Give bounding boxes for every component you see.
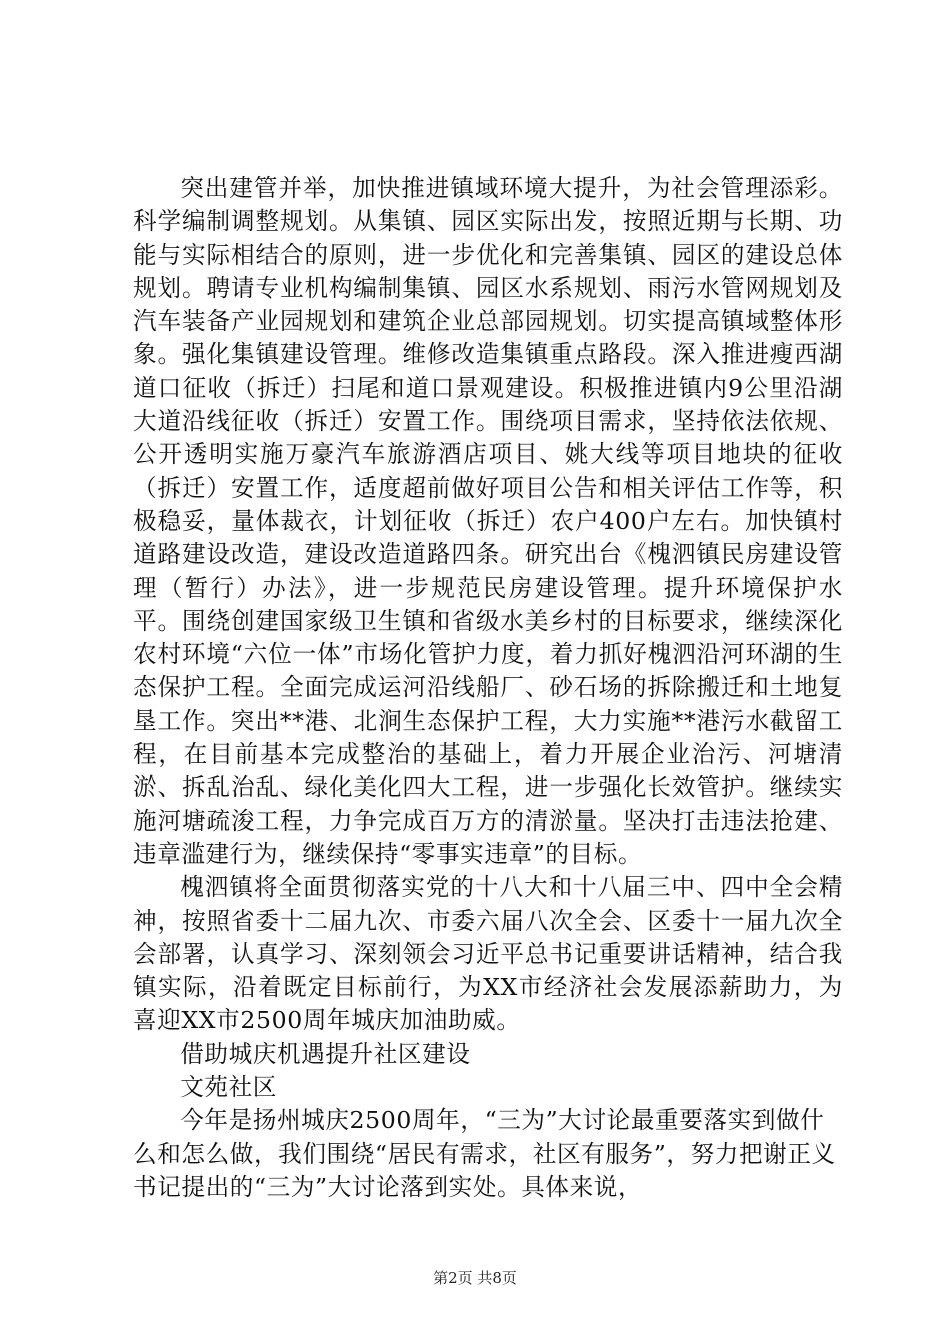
page-footer: 第2页 共8页	[433, 1269, 517, 1287]
section-heading-community: 借助城庆机遇提升社区建设	[180, 1039, 471, 1068]
paragraph-town-summary: 槐泗镇将全面贯彻落实党的十八大和十八届三中、四中全会精神，按照省委十二届九次、市委六届八次全会、区委十一届九次全会部署，认真学习、深刻领会习近平总书记重要讲话精神，结合我镇实际，沿着既定目标前行，为XX市经济社会发展添薪助力，为喜迎XX市2500周年城庆加油助威。	[133, 873, 843, 1035]
document-body	[133, 172, 843, 1204]
section-author-community: 文苑社区	[180, 1073, 277, 1102]
paragraph-town-environment: 突出建管并举，加快推进镇域环境大提升，为社会管理添彩。科学编制调整规划。从集镇、园区实际出发，按照近期与长期、功能与实际相结合的原则，进一步优化和完善集镇、园区的建设总体规划。聘请专业机构编制集镇、园区水系规划、雨污水管网规划及汽车装备产业园规划和建筑企业总部园规划。切实提高镇域整体形象。强化集镇建设管理。维修改造集镇重点路段。深入推进瘦西湖道口征收（拆迁）扫尾和道口景观建设。积极推进镇内9公里沿湖大道沿线征收（拆迁）安置工作。围绕项目需求，坚持依法依规、公开透明实施万豪汽车旅游酒店项目、姚大线等项目地块的征收（拆迁）安置工作，适度超前做好项目公告和相关评估工作等，积极稳妥，量体裁衣，计划征收（拆迁）农户400户左右。加快镇村道路建设改造，建设改造道路四条。研究出台《槐泗镇民房建设管理（暂行）办法》，进一步规范民房建设管理。提升环境保护水平。围绕创建国家级卫生镇和省级水美乡村的目标要求，继续深化农村环境“六位一体”市场化管护力度，着力抓好槐泗沿河环湖的生态保护工程。全面完成运河沿线船厂、砂石场的拆除搬迁和土地复垦工作。突出**港、北涧生态保护工程，大力实施**港污水截留工程，在目前基本完成整治的基础上，着力开展企业治污、河塘清淤、拆乱治乱、绿化美化四大工程，进一步强化长效管护。继续实施河塘疏浚工程，力争完成百万方的清淤量。坚决打击违法抢建、违章滥建行为，继续保持“零事实违章”的目标。	[133, 174, 843, 868]
paragraph-community-intro: 今年是扬州城庆2500周年，“三为”大讨论最重要落实到做什么和怎么做，我们围绕“居民有需求，社区有服务”，努力把谢正义书记提出的“三为”大讨论落到实处。具体来说，	[133, 1106, 836, 1201]
